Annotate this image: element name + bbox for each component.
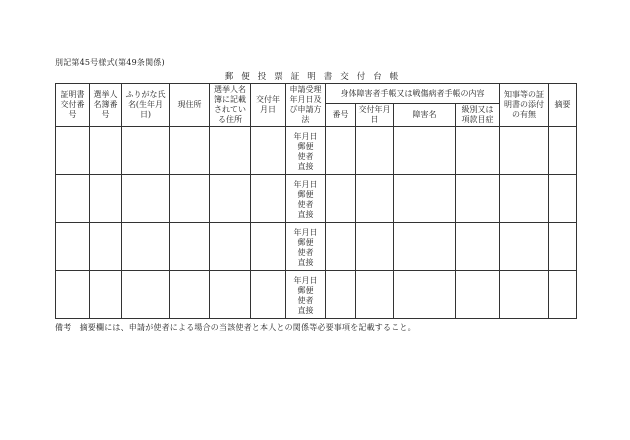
cell-issue-date <box>251 271 286 319</box>
cell-elector-no <box>90 127 122 175</box>
document-title: 郵便投票証明書交付台帳 <box>224 72 407 82</box>
table-row <box>56 127 577 175</box>
header-sub-class: 級別又は項款目症 <box>456 104 500 127</box>
cell-remarks <box>549 127 577 175</box>
cell-sub-number <box>326 175 356 223</box>
header-elector-no: 選挙人名簿番号 <box>90 84 122 127</box>
cell-sub-number <box>326 127 356 175</box>
cell-issue-date <box>251 175 286 223</box>
header-sub-number: 番号 <box>326 104 356 127</box>
cell-remarks <box>549 271 577 319</box>
cell-cert-no <box>56 271 90 319</box>
header-sub-issue-date: 交付年月日 <box>356 104 394 127</box>
cell-cert-no <box>56 175 90 223</box>
request-date-label: 年月日 <box>293 228 318 237</box>
cell-name <box>122 271 170 319</box>
cell-address <box>170 175 210 223</box>
request-date-label: 年月日 <box>293 180 318 189</box>
method-messenger: 使者 <box>297 296 314 305</box>
cell-remarks <box>549 223 577 271</box>
table-row <box>56 223 577 271</box>
cell-sub-issue-date <box>356 175 394 223</box>
cell-sub-disability <box>394 271 456 319</box>
method-mail: 郵便 <box>297 286 314 295</box>
cell-sub-disability <box>394 175 456 223</box>
cell-sub-class <box>456 271 500 319</box>
form-label: 別記第45号様式(第49条関係) <box>55 58 165 67</box>
cell-sub-disability <box>394 223 456 271</box>
cell-governor-cert <box>500 271 549 319</box>
request-date-label: 年月日 <box>293 276 318 285</box>
header-name: ふりがな氏名(生年月日) <box>122 84 170 127</box>
cell-issue-date <box>251 223 286 271</box>
header-governor-cert: 知事等の証明書の添付の有無 <box>500 84 549 127</box>
header-remarks: 摘要 <box>549 84 577 127</box>
request-date-label: 年月日 <box>293 132 318 141</box>
cell-name <box>122 223 170 271</box>
cell-request-method <box>286 223 326 271</box>
header-request-date: 申請受理年月日及び申請方法 <box>286 84 326 127</box>
cell-sub-issue-date <box>356 223 394 271</box>
cell-request-method <box>286 175 326 223</box>
cell-registered-address <box>210 223 251 271</box>
header-issue-date: 交付年月日 <box>251 84 286 127</box>
cell-registered-address <box>210 175 251 223</box>
cell-address <box>170 223 210 271</box>
cell-sub-number <box>326 271 356 319</box>
header-registered-address: 選挙人名簿に記載されている住所 <box>210 84 251 127</box>
cell-governor-cert <box>500 223 549 271</box>
cell-governor-cert <box>500 127 549 175</box>
table-row <box>56 175 577 223</box>
cell-cert-no <box>56 223 90 271</box>
cell-request-method <box>286 271 326 319</box>
ledger-table <box>55 83 577 319</box>
cell-elector-no <box>90 175 122 223</box>
cell-sub-class <box>456 127 500 175</box>
header-cert-no: 証明書交付番号 <box>56 84 90 127</box>
method-mail: 郵便 <box>297 190 314 199</box>
footnote-remark: 備考 摘要欄には、申請が使者による場合の当該使者と本人との関係等必要事項を記載すること。 <box>55 323 416 332</box>
table-row <box>56 271 577 319</box>
method-direct: 直接 <box>297 162 314 171</box>
cell-name <box>122 175 170 223</box>
cell-address <box>170 271 210 319</box>
cell-sub-class <box>456 223 500 271</box>
header-disability-group: 身体障害者手帳又は戦傷病者手帳の内容 <box>326 84 500 104</box>
method-mail: 郵便 <box>297 238 314 247</box>
method-direct: 直接 <box>297 210 314 219</box>
cell-sub-disability <box>394 127 456 175</box>
header-sub-disability: 障害名 <box>394 104 456 127</box>
cell-sub-issue-date <box>356 127 394 175</box>
cell-address <box>170 127 210 175</box>
cell-registered-address <box>210 127 251 175</box>
cell-remarks <box>549 175 577 223</box>
method-messenger: 使者 <box>297 152 314 161</box>
cell-registered-address <box>210 271 251 319</box>
method-direct: 直接 <box>297 258 314 267</box>
cell-cert-no <box>56 127 90 175</box>
method-messenger: 使者 <box>297 200 314 209</box>
cell-sub-class <box>456 175 500 223</box>
method-direct: 直接 <box>297 306 314 315</box>
header-address: 現住所 <box>170 84 210 127</box>
cell-elector-no <box>90 223 122 271</box>
method-messenger: 使者 <box>297 248 314 257</box>
cell-issue-date <box>251 127 286 175</box>
cell-request-method <box>286 127 326 175</box>
cell-sub-number <box>326 223 356 271</box>
cell-name <box>122 127 170 175</box>
cell-governor-cert <box>500 175 549 223</box>
method-mail: 郵便 <box>297 142 314 151</box>
cell-elector-no <box>90 271 122 319</box>
cell-sub-issue-date <box>356 271 394 319</box>
